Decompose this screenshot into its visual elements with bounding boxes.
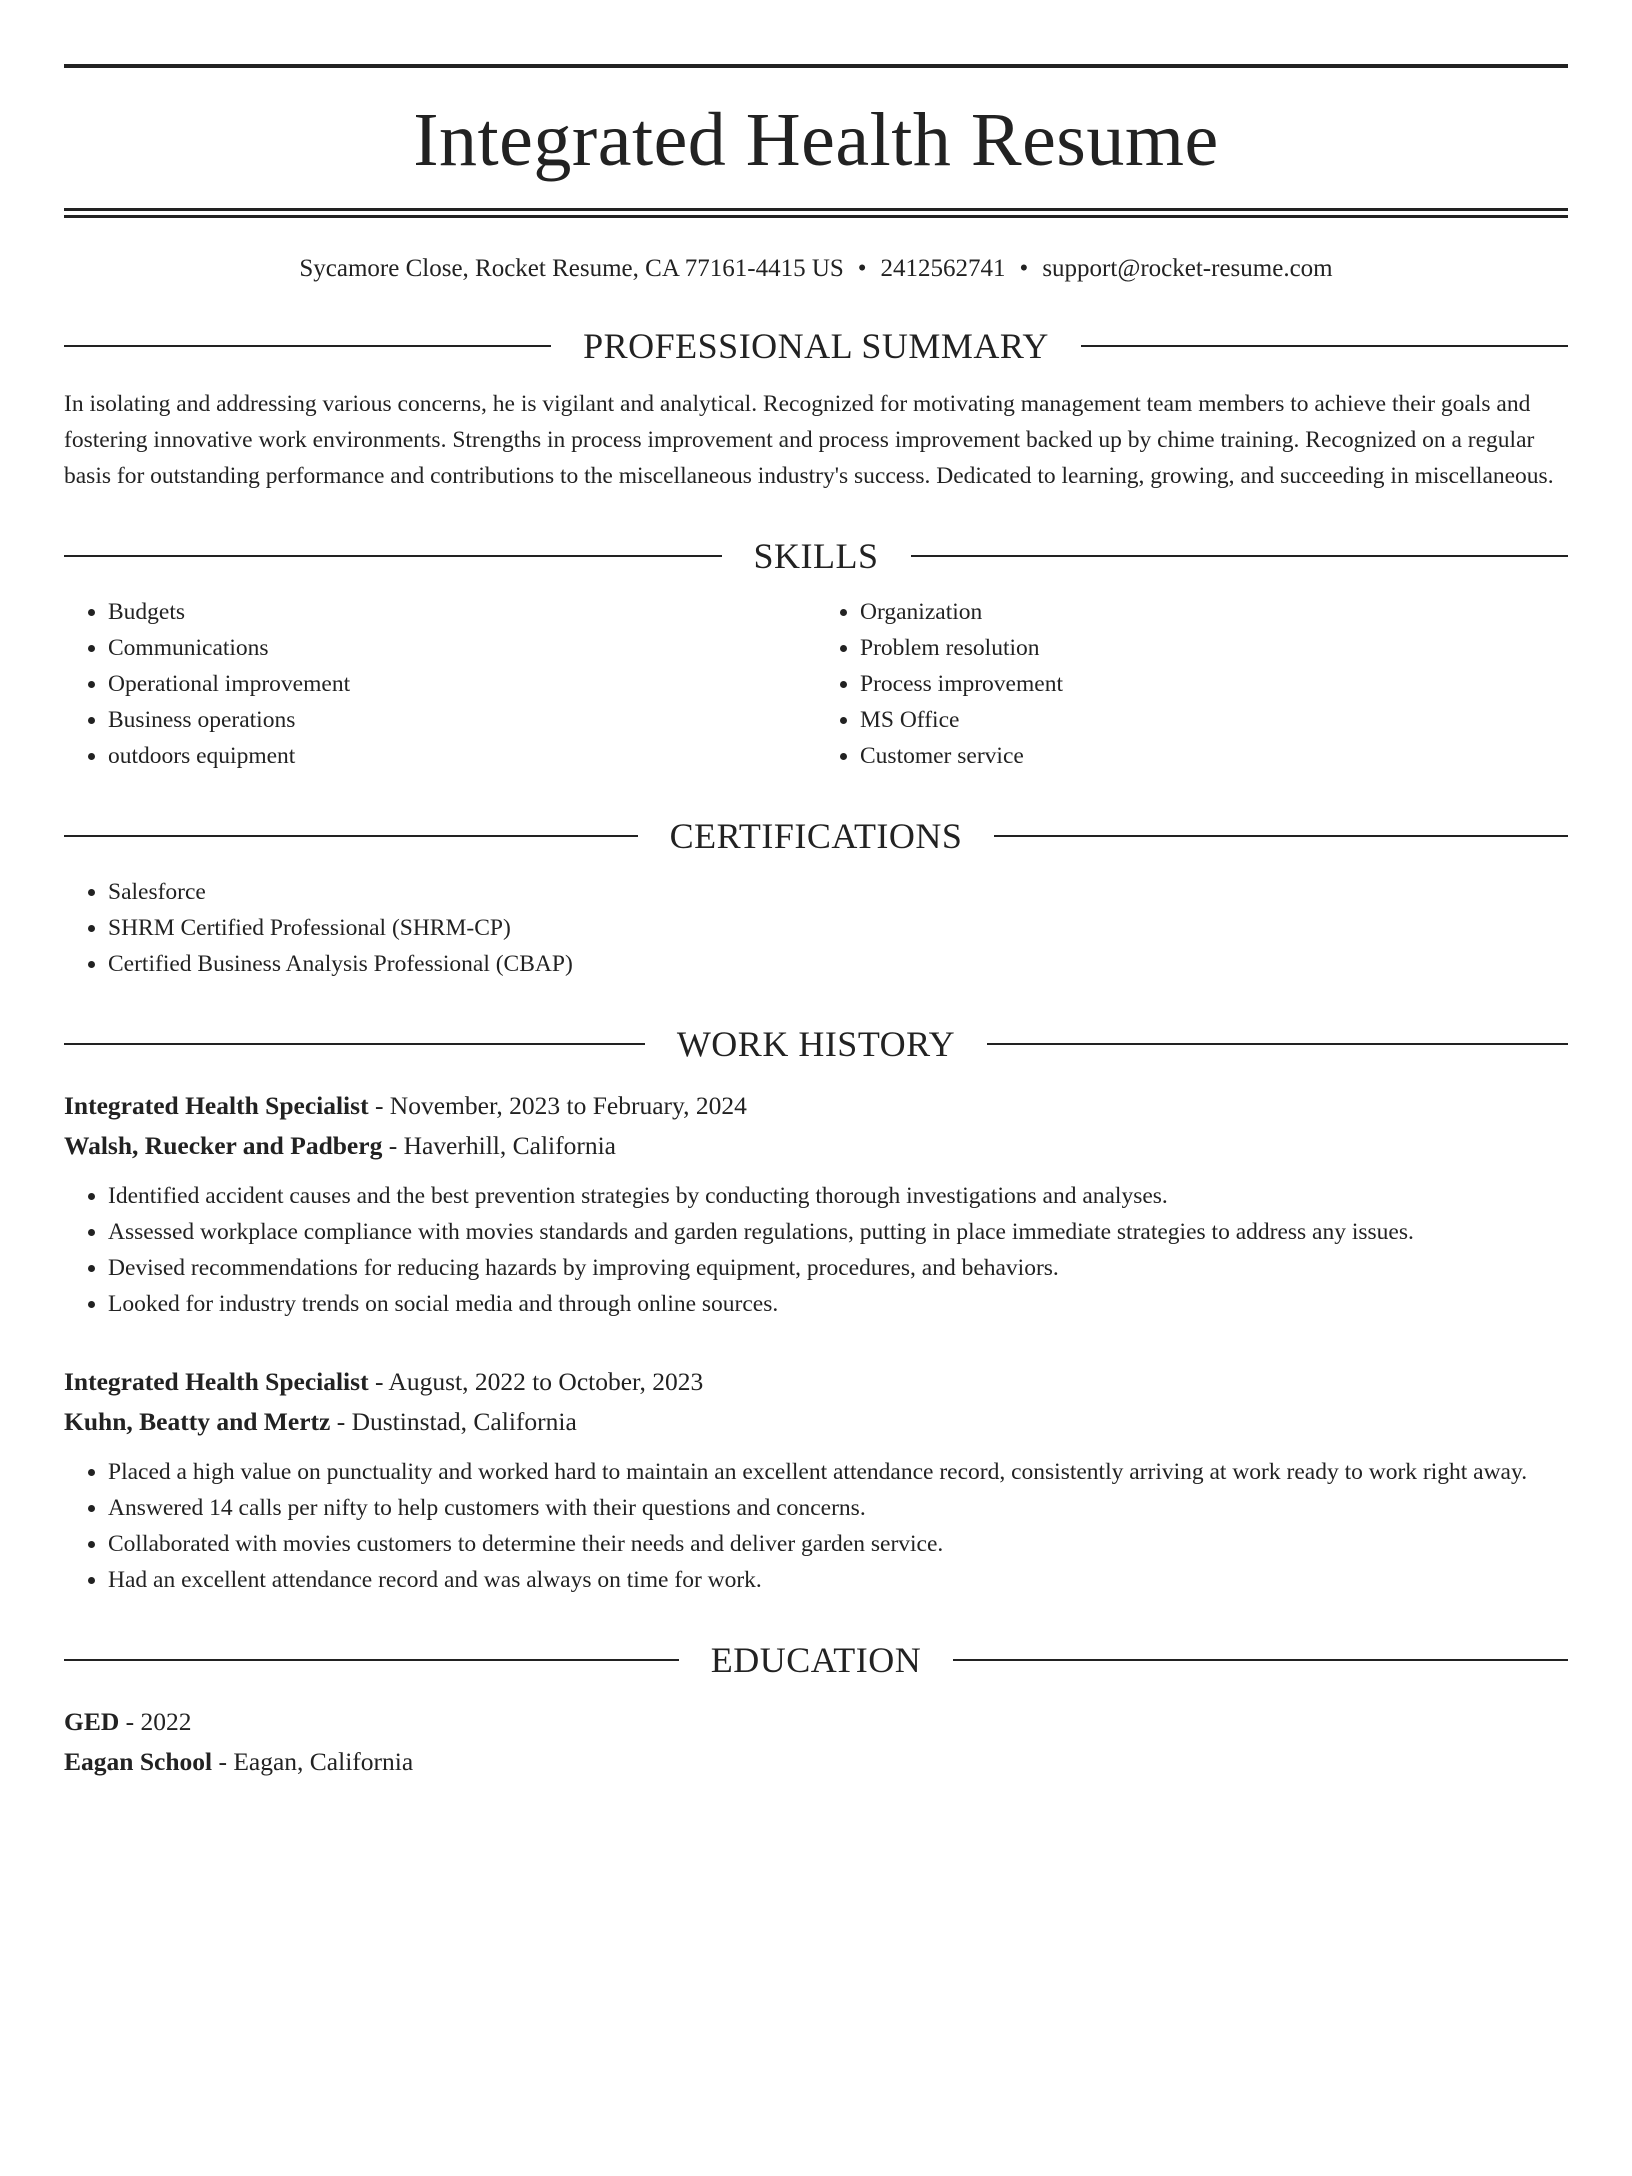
heading-rule-right: [1081, 345, 1568, 347]
certification-item: • Certified Business Analysis Professional (CBAP): [108, 946, 1568, 982]
summary-text: In isolating and addressing various concerns, he is vigilant and analytical. Recognized for motivating management team members to achieve their goals and fostering innovative work environments. Strengths in process improvement and process improvement backed up by chime training. Recognized on a regular basis for outstanding performance and contributions to the miscellaneous industry's success. Dedicated to learning, growing, and succeeding in miscellaneous.: [64, 391, 1554, 489]
education-school-line: [64, 1742, 1568, 1782]
summary-heading: PROFESSIONAL SUMMARY: [583, 326, 1049, 366]
skills-heading: SKILLS: [753, 536, 879, 576]
job-bullet: • Answered 14 calls per nifty to help customers with their questions and concerns.: [108, 1490, 1568, 1526]
education-heading: EDUCATION: [710, 1640, 922, 1680]
certifications-heading: CERTIFICATIONS: [669, 816, 963, 856]
job-location: - Haverhill, California: [382, 1131, 616, 1160]
job-title: Integrated Health Specialist: [64, 1091, 369, 1120]
education-location: - Eagan, California: [212, 1747, 414, 1776]
resume-page: [0, 64, 1632, 2176]
contact-separator: •: [857, 255, 867, 282]
job-company: Walsh, Ruecker and Padberg: [64, 1131, 383, 1160]
job-bullet: • Had an excellent attendance record and was always on time for work.: [108, 1562, 1568, 1598]
job-bullet: • Collaborated with movies customers to determine their needs and deliver garden service.: [108, 1526, 1568, 1562]
job-title-line: [64, 1362, 1568, 1402]
job-title-line: [64, 1086, 1568, 1126]
heading-rule-right: [953, 1659, 1568, 1661]
section-heading-summary: [64, 328, 1568, 364]
heading-rule-right: [911, 555, 1569, 557]
section-heading-certifications: [64, 818, 1568, 854]
education-degree: GED: [64, 1707, 120, 1736]
heading-rule-right: [994, 835, 1568, 837]
job-entry: [64, 1362, 1568, 1598]
job-bullets: [64, 1178, 1568, 1322]
heading-rule-left: [64, 555, 722, 557]
skill-item: • Budgets: [108, 594, 816, 630]
heading-rule-right: [987, 1043, 1568, 1045]
contact-email: support@rocket-resume.com: [1042, 255, 1333, 282]
skill-item: • MS Office: [860, 702, 1568, 738]
skill-item: • outdoors equipment: [108, 738, 816, 774]
job-entry: [64, 1086, 1568, 1322]
header-double-rule: [64, 208, 1568, 218]
skills-column-left: [64, 594, 816, 774]
skills-list: [64, 594, 1568, 774]
skill-item: • Problem resolution: [860, 630, 1568, 666]
job-company: Kuhn, Beatty and Mertz: [64, 1407, 331, 1436]
skill-item: • Business operations: [108, 702, 816, 738]
skills-column-right: [816, 594, 1568, 774]
heading-rule-left: [64, 345, 551, 347]
skill-item: • Organization: [860, 594, 1568, 630]
job-bullet: • Devised recommendations for reducing hazards by improving equipment, procedures, and behaviors.: [108, 1250, 1568, 1286]
job-location: - Dustinstad, California: [330, 1407, 577, 1436]
heading-rule-left: [64, 835, 638, 837]
certification-item: • Salesforce: [108, 874, 1568, 910]
skill-item: • Operational improvement: [108, 666, 816, 702]
section-heading-work-history: [64, 1026, 1568, 1062]
section-heading-education: [64, 1642, 1568, 1678]
heading-rule-left: [64, 1659, 679, 1661]
education-school: Eagan School: [64, 1747, 213, 1776]
job-company-line: [64, 1126, 1568, 1166]
job-dates: - November, 2023 to February, 2024: [368, 1091, 747, 1120]
job-bullets: [64, 1454, 1568, 1598]
contact-line: [64, 254, 1568, 284]
contact-phone: 2412562741: [880, 255, 1006, 282]
job-bullet: • Looked for industry trends on social media and through online sources.: [108, 1286, 1568, 1322]
skill-item: • Process improvement: [860, 666, 1568, 702]
job-company-line: [64, 1402, 1568, 1442]
contact-separator: •: [1019, 255, 1029, 282]
skill-item: • Communications: [108, 630, 816, 666]
education-year: - 2022: [119, 1707, 192, 1736]
contact-address: Sycamore Close, Rocket Resume, CA 77161-4415 US: [299, 255, 844, 282]
skill-item: • Customer service: [860, 738, 1568, 774]
job-bullet: • Placed a high value on punctuality and worked hard to maintain an excellent attendance record, consistently arriving at work ready to work right away.: [108, 1454, 1568, 1490]
job-bullet: • Identified accident causes and the best prevention strategies by conducting thorough investigations and analyses.: [108, 1178, 1568, 1214]
heading-rule-left: [64, 1043, 645, 1045]
education-entry: [64, 1702, 1568, 1782]
job-dates: - August, 2022 to October, 2023: [368, 1367, 704, 1396]
education-degree-line: [64, 1702, 1568, 1742]
certifications-list: [64, 874, 1568, 982]
certification-item: • SHRM Certified Professional (SHRM-CP): [108, 910, 1568, 946]
header-top-rule: [64, 64, 1568, 68]
section-heading-skills: [64, 538, 1568, 574]
job-title: Integrated Health Specialist: [64, 1367, 369, 1396]
work-history-heading: WORK HISTORY: [676, 1024, 956, 1064]
job-bullet: • Assessed workplace compliance with movies standards and garden regulations, putting in place immediate strategies to address any issues.: [108, 1214, 1568, 1250]
resume-title: Integrated Health Resume: [413, 98, 1219, 182]
